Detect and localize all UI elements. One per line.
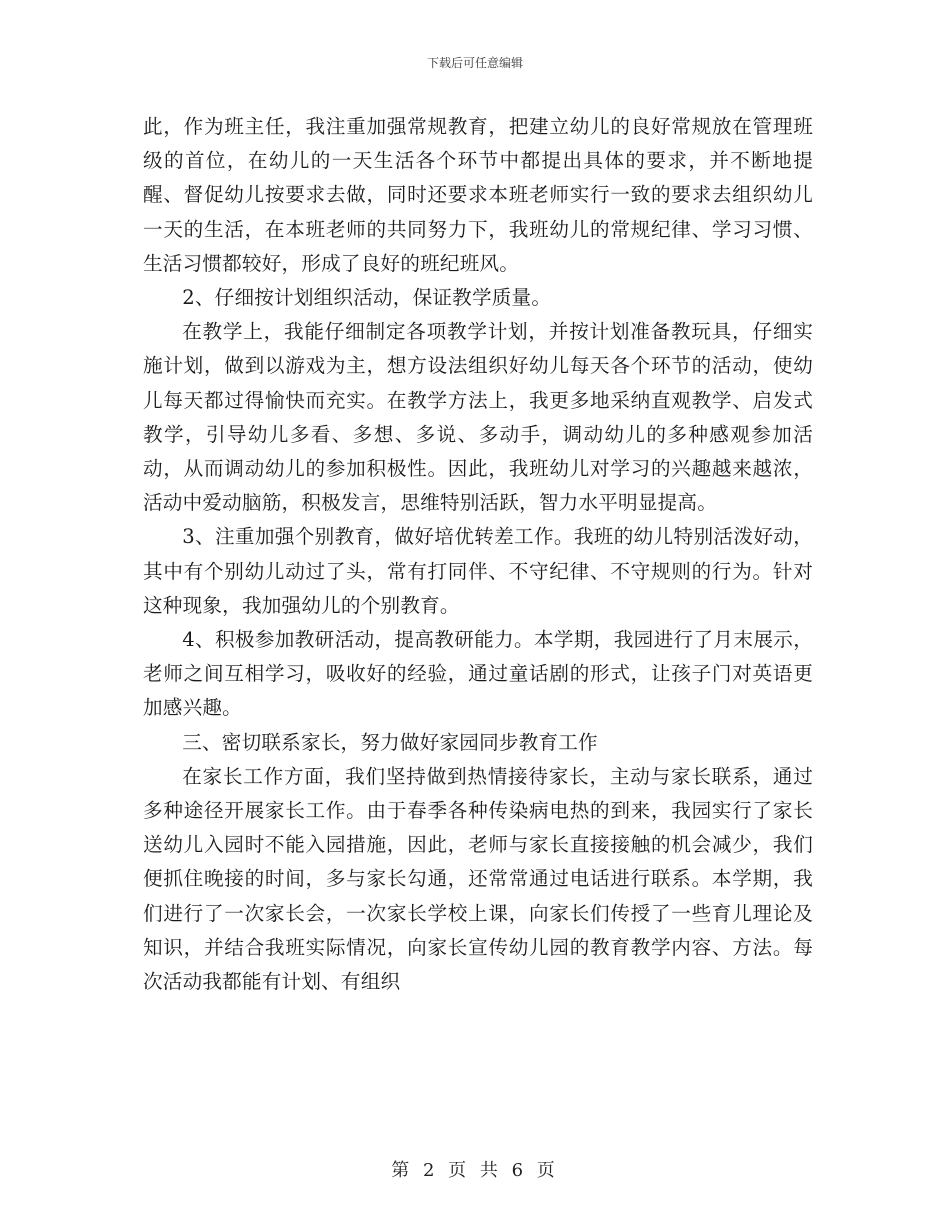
section-heading-3: 三、密切联系家长，努力做好家园同步教育工作	[182, 730, 598, 754]
paragraph-item-4: 4、积极参加教研活动，提高教研能力。本学期，我园进行了月末展示，老师之间互相学习，吸收好的经验，通过童话剧的形式，让孩子门对英语更加感兴趣。	[143, 628, 813, 720]
paragraph-heading-2: 2、仔细按计划组织活动，保证教学质量。	[182, 286, 552, 310]
paragraph-item-3: 3、注重加强个别教育，做好培优转差工作。我班的幼儿特别活泼好动，其中有个别幼儿动过了头，常有打同伴、不守纪律、不守规则的行为。针对这种现象，我加强幼儿的个别教育。	[143, 525, 813, 617]
paragraph-continuation: 此，作为班主任，我注重加强常规教育，把建立幼儿的良好常规放在管理班级的首位，在幼儿的一天生活各个环节中都提出具体的要求，并不断地提醒、督促幼儿按要求去做，同时还要求本班老师实行一致的要求去组织幼儿一天的生活，在本班老师的共同努力下，我班幼儿的常规纪律、学习习惯、生活习惯都较好，形成了良好的班纪班风。	[143, 115, 813, 275]
paragraph-teaching: 在教学上，我能仔细制定各项教学计划，并按计划准备教玩具，仔细实施计划，做到以游戏为主，想方设法组织好幼儿每天各个环节的活动，使幼儿每天都过得愉快而充实。在教学方法上，我更多地采纳直观教学、启发式教学，引导幼儿多看、多想、多说、多动手，调动幼儿的多种感观参加活动，从而调动幼儿的参加积极性。因此，我班幼儿对学习的兴趣越来越浓，活动中爱动脑筋，积极发言，思维特别活跃，智力水平明显提高。	[143, 320, 813, 515]
document-body	[143, 110, 813, 999]
page-header: 下载后可任意编辑	[426, 56, 523, 70]
page-footer: 第 2 页 共 6 页	[391, 1160, 559, 1181]
paragraph-parents: 在家长工作方面，我们坚持做到热情接待家长，主动与家长联系，通过多种途径开展家长工作。由于春季各种传染病电热的到来，我园实行了家长送幼儿入园时不能入园措施，因此，老师与家长直接接触的机会减少，我们便抓住晚接的时间，多与家长勾通，还常常通过电话进行联系。本学期，我们进行了一次家长会，一次家长学校上课，向家长们传授了一些育儿理论及知识，并结合我班实际情况，向家长宣传幼儿园的教育教学内容、方法。每次活动我都能有计划、有组织	[143, 764, 813, 994]
